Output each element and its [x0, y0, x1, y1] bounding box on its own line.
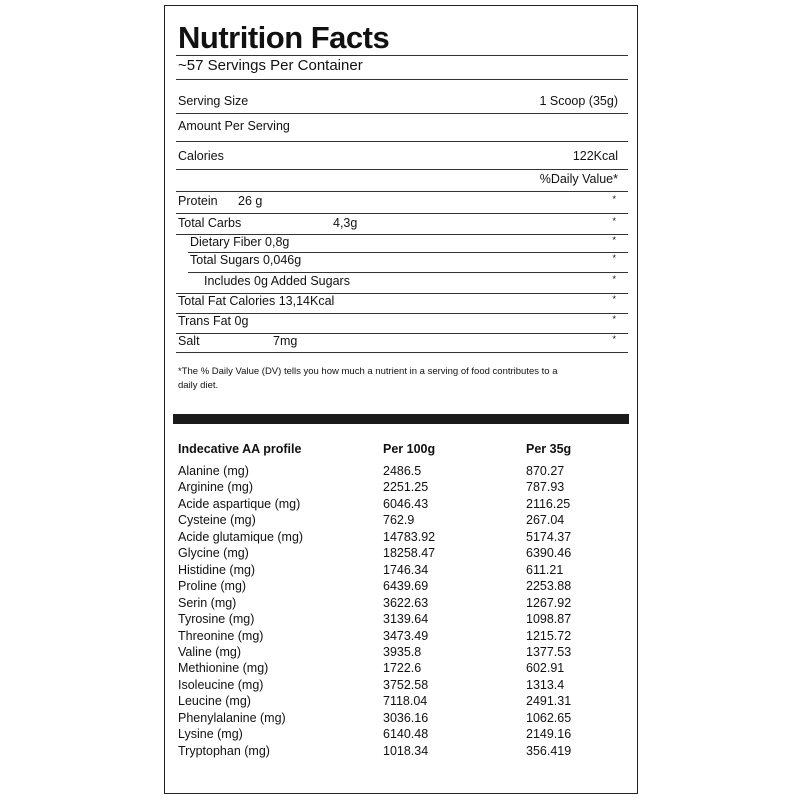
aa-per-100g-cell: 2251.25: [383, 480, 429, 495]
aa-per-35g-cell: 1267.92: [526, 595, 572, 610]
aa-per-100g-cell: 14783.92: [383, 529, 436, 544]
nutrient-row-total-sugars: [190, 254, 618, 267]
divider: [176, 141, 628, 142]
aa-per-35g-cell: 2116.25: [526, 496, 571, 511]
aa-per-100g-cell: 3473.49: [383, 628, 429, 643]
nutrient-row-protein: [178, 195, 618, 208]
nutrient-label: Total Carbs: [178, 216, 242, 230]
divider: [176, 333, 628, 334]
nutrient-amount: 7mg: [273, 334, 298, 348]
aa-per-35g-cell: 2491.31: [526, 694, 572, 709]
table-row: [178, 498, 618, 514]
section-divider-bar: [173, 414, 629, 424]
table-row: [178, 564, 618, 580]
nutrient-dv: *: [612, 194, 616, 204]
table-row: [178, 613, 618, 629]
table-row: [178, 745, 618, 761]
amount-per-serving: [178, 120, 618, 133]
aa-name-cell: Leucine (mg): [178, 694, 251, 709]
aa-name-cell: Methionine (mg): [178, 661, 269, 676]
serving-size-label: Serving Size: [178, 94, 249, 108]
nutrient-row-salt: [178, 335, 618, 348]
aa-name-cell: Tyrosine (mg): [178, 612, 255, 627]
aa-per-100g-cell: 762.9: [383, 513, 415, 528]
nutrient-row-fat-calories: [178, 295, 618, 308]
table-row: [178, 712, 618, 728]
nutrient-amount: 26 g: [238, 194, 263, 208]
nutrient-dv: *: [612, 216, 616, 226]
aa-per-35g-cell: 6390.46: [526, 546, 572, 561]
aa-per-35g-cell: 1215.72: [526, 628, 572, 643]
nutrient-row-trans-fat: [178, 315, 618, 328]
table-row: [178, 465, 618, 481]
aa-per-35g-cell: 602.91: [526, 661, 565, 676]
divider: [176, 352, 628, 353]
nutrient-dv: *: [612, 314, 616, 324]
aa-per-35g-cell: 5174.37: [526, 529, 572, 544]
nutrient-label: Dietary Fiber 0,8g: [190, 235, 290, 249]
aa-per-100g-cell: 3752.58: [383, 677, 429, 692]
aa-per-100g-cell: 6140.48: [383, 727, 429, 742]
aa-per-35g-cell: 1313.4: [526, 677, 565, 692]
aa-name-cell: Phenylalanine (mg): [178, 710, 286, 725]
table-row: [178, 662, 618, 678]
aa-per-35g-cell: 267.04: [526, 513, 565, 528]
aa-header-profile: Indecative AA profile: [178, 442, 302, 456]
daily-value-header: %Daily Value*: [539, 172, 618, 186]
aa-per-35g-cell: 787.93: [526, 480, 565, 495]
amount-per-serving-label: Amount Per Serving: [178, 119, 290, 133]
table-row: [178, 695, 618, 711]
aa-per-100g-cell: 1722.6: [383, 661, 422, 676]
serving-size-value: 1 Scoop (35g): [539, 94, 618, 108]
table-row: [178, 580, 618, 596]
nutrient-label: Total Fat Calories 13,14Kcal: [178, 294, 335, 308]
aa-name-cell: Threonine (mg): [178, 628, 264, 643]
aa-name-cell: Acide aspartique (mg): [178, 496, 301, 511]
aa-name-cell: Isoleucine (mg): [178, 677, 264, 692]
aa-per-100g-cell: 1018.34: [383, 743, 429, 758]
aa-per-35g-cell: 611.21: [526, 562, 564, 577]
nutrient-label: Trans Fat 0g: [178, 314, 249, 328]
nutrition-label: [164, 5, 638, 794]
aa-per-100g-cell: 6439.69: [383, 579, 429, 594]
nutrient-row-added-sugars: [204, 275, 618, 288]
aa-per-35g-cell: 356.419: [526, 743, 572, 758]
aa-name-cell: Lysine (mg): [178, 727, 243, 742]
table-row: [178, 481, 618, 497]
aa-name-cell: Valine (mg): [178, 644, 241, 659]
aa-per-100g-cell: 1746.34: [383, 562, 429, 577]
nutrient-dv: *: [612, 235, 616, 245]
table-row: [178, 547, 618, 563]
nutrient-label: Total Sugars 0,046g: [190, 253, 302, 267]
serving-size-row: [178, 95, 618, 108]
divider: [176, 169, 628, 170]
aa-per-100g-cell: 2486.5: [383, 464, 422, 478]
nutrient-dv: *: [612, 274, 616, 284]
daily-value-footnote: *The % Daily Value (DV) tells you how much a nutrient in a serving of food contributes to a daily diet.: [178, 366, 558, 391]
aa-per-35g-cell: 1377.53: [526, 644, 572, 659]
aa-per-35g-cell: 1062.65: [526, 710, 572, 725]
divider: [176, 213, 628, 214]
aa-per-35g-cell: 870.27: [526, 464, 565, 478]
divider: [176, 113, 628, 114]
nutrient-amount: 4,3g: [333, 216, 358, 230]
nutrient-dv: *: [612, 253, 616, 263]
servings-per-container: ~57 Servings Per Container: [178, 57, 363, 74]
aa-name-cell: Arginine (mg): [178, 480, 254, 495]
label-title: Nutrition Facts: [178, 20, 390, 55]
divider: [176, 191, 628, 192]
table-row: [178, 728, 618, 744]
table-row: [178, 646, 618, 662]
aa-per-100g-cell: 6046.43: [383, 496, 429, 511]
divider: [176, 79, 628, 80]
aa-per-100g-cell: 3036.16: [383, 710, 429, 725]
calories-row: [178, 150, 618, 163]
nutrient-row-total-carbs: [178, 217, 618, 230]
nutrient-dv: *: [612, 294, 616, 304]
table-row: [178, 679, 618, 695]
calories-value: 122Kcal: [572, 149, 618, 163]
table-row: [178, 630, 618, 646]
aa-per-35g-cell: 2253.88: [526, 579, 572, 594]
table-row: [178, 531, 618, 547]
table-row: [178, 514, 618, 530]
aa-per-35g-cell: 1098.87: [526, 612, 572, 627]
table-row: [178, 597, 618, 613]
aa-name-cell: Serin (mg): [178, 595, 237, 610]
divider: [176, 55, 628, 56]
aa-name-cell: Proline (mg): [178, 579, 247, 594]
aa-per-100g-cell: 3935.8: [383, 644, 422, 659]
nutrient-row-dietary-fiber: [190, 236, 618, 249]
aa-per-100g-cell: 7118.04: [383, 694, 428, 709]
aa-name-cell: Histidine (mg): [178, 562, 256, 577]
aa-per-100g-cell: 3622.63: [383, 595, 429, 610]
calories-label: Calories: [178, 149, 224, 163]
aa-name-cell: Tryptophan (mg): [178, 743, 270, 758]
aa-per-100g-cell: 3139.64: [383, 612, 429, 627]
aa-name-cell: Acide glutamique (mg): [178, 529, 304, 544]
divider: [188, 272, 628, 273]
aa-name-cell: Glycine (mg): [178, 546, 249, 561]
aa-name-cell: Alanine (mg): [178, 464, 249, 478]
aa-name-cell: Cysteine (mg): [178, 513, 256, 528]
nutrient-label: Protein: [178, 194, 218, 208]
aa-per-35g-cell: 2149.16: [526, 727, 572, 742]
aa-header-per-35g: Per 35g: [526, 442, 572, 456]
nutrient-label: Salt: [178, 334, 200, 348]
nutrient-label: Includes 0g Added Sugars: [204, 274, 350, 288]
aa-header-per-100g: Per 100g: [383, 442, 436, 456]
nutrient-dv: *: [612, 334, 616, 344]
aa-per-100g-cell: 18258.47: [383, 546, 436, 561]
